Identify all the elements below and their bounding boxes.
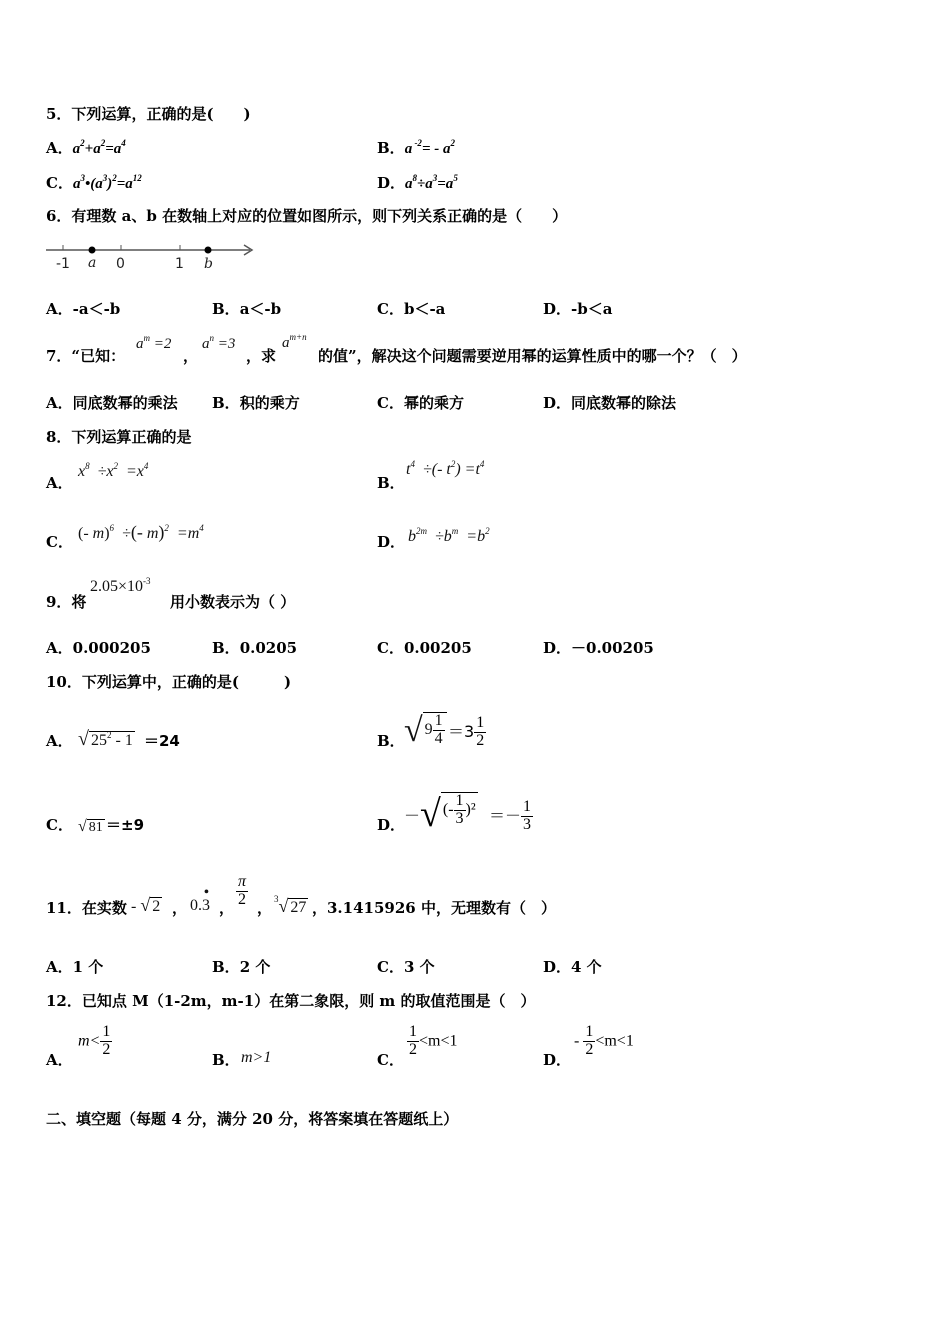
q11-sep1: ， <box>172 899 188 917</box>
q10-b-den: 4 <box>434 729 443 747</box>
q5-option-c-label: C． <box>46 174 73 192</box>
q10-option-b-result <box>448 710 486 754</box>
q12-a-num: 1 <box>102 1023 111 1040</box>
q10-option-c-result: ＝±9 <box>106 816 145 834</box>
q12-option-d-expr <box>574 1024 634 1059</box>
q8-option-d-expr: $b^{2m} \div b^m =b^2$ <box>408 526 490 545</box>
q10-b-eq: ＝3 <box>448 722 475 741</box>
q7-sep1: ， <box>183 347 199 365</box>
q10-option-d-expr: －√ (- $\frac{1}{3}$ )² <box>404 792 476 835</box>
q12-d-post: <m<1 <box>595 1032 634 1050</box>
q10-option-d-result <box>489 794 533 838</box>
q9-option-b <box>212 637 297 658</box>
q11-option-b-label: B． <box>212 958 240 976</box>
q10-d-inner-b: )² <box>465 800 476 818</box>
q5-option-d-label: D． <box>377 174 406 192</box>
q5-option-d-expr: $a^8\div a^3=a^5$ <box>405 173 458 192</box>
q6-option-d <box>543 298 612 319</box>
q10-option-c-expr: √ 81 <box>78 818 103 835</box>
q7-expr2: $a^n =3$ <box>202 333 236 352</box>
q7-option-a <box>46 392 178 413</box>
q7-option-a-label: A． <box>46 394 73 412</box>
q5-option-d <box>377 172 458 193</box>
q10-option-a-result: ＝24 <box>144 732 180 750</box>
q8-option-c-expr: (- m)$^6$ ÷(- $m)^2 =m^4$ <box>78 522 204 542</box>
q12-a-den: 2 <box>102 1040 111 1058</box>
q11-n1: - √ 2 <box>131 895 161 915</box>
q7-sep2: ，求 <box>246 347 277 365</box>
q6-option-a-label: A． <box>46 300 73 318</box>
q6-option-a-text: -a＜-b <box>72 300 121 318</box>
q9-option-b-label: B． <box>212 639 240 657</box>
q11-option-d <box>543 956 602 977</box>
q7-option-d <box>543 392 676 413</box>
q9-stem-b: 用小数表示为（ ） <box>170 593 296 611</box>
q6-option-c <box>377 298 445 319</box>
label-0: 0 <box>116 256 125 272</box>
q5-option-c <box>46 172 142 193</box>
q10-d-num: 1 <box>455 792 464 809</box>
q12-c-num: 1 <box>409 1023 417 1040</box>
q10-d-eq: ＝－ <box>489 806 522 825</box>
q10-option-a-expr: √ $25^2 - 1$ <box>78 728 133 750</box>
q6-option-b <box>212 298 281 319</box>
q11-option-a <box>46 956 103 977</box>
q5-option-a-label: A． <box>46 139 73 157</box>
q7-stem-a: 7．“已知： <box>46 347 126 365</box>
q8-option-b-label: B． <box>377 474 405 492</box>
q11-option-b <box>212 956 270 977</box>
q6-option-c-label: C． <box>377 300 404 318</box>
q10-option-c-label: C． <box>46 816 73 834</box>
q12-option-c-label: C． <box>377 1051 404 1069</box>
q9-option-c <box>377 637 472 658</box>
q7-option-a-text: 同底数幂的乘法 <box>72 394 178 412</box>
q12-option-a-expr <box>78 1024 112 1059</box>
q10-option-d-label: D． <box>377 816 406 834</box>
q11-option-d-label: D． <box>543 958 572 976</box>
q6-stem: 6．有理数 a、b 在数轴上对应的位置如图所示，则下列关系正确的是（ ） <box>46 207 568 225</box>
q7-option-d-label: D． <box>543 394 572 412</box>
q11-n4: $^3$√ 27 <box>274 894 307 916</box>
q11-option-a-label: A． <box>46 958 73 976</box>
q11-option-d-text: 4 个 <box>571 958 602 976</box>
q7-expr3: $a^{m+n}$ <box>282 332 307 351</box>
q8-option-a-expr: $x^8 \div x^2 =x^4$ <box>78 461 149 480</box>
q12-d-pre: - <box>574 1032 580 1050</box>
q12-c-den: 2 <box>409 1040 417 1058</box>
q10-d-neg: － <box>404 806 421 825</box>
q9-option-c-label: C． <box>377 639 404 657</box>
q12-option-b-label: B． <box>212 1051 240 1069</box>
q11-n3-num: π <box>238 873 247 890</box>
q10-d-den: 3 <box>455 809 464 827</box>
q10-option-b-label: B． <box>377 732 405 750</box>
q7-option-b-text: 积的乘方 <box>239 394 300 412</box>
q10-stem: 10．下列运算中，正确的是( ) <box>46 673 292 691</box>
q9-stem-a: 9．将 <box>46 593 87 611</box>
q5-option-b-expr: a $^{-2}= - a^2$ <box>404 138 455 157</box>
q7-stem-b: 的值”，解决这个问题需要逆用幂的运算性质中的哪一个？（ ） <box>318 347 747 365</box>
number-line <box>44 238 260 274</box>
q8-option-b-expr: $t^4$ ÷(- $t^2) =t^4$ <box>406 459 485 478</box>
q10-b-num: 1 <box>434 712 443 729</box>
point-b <box>205 247 212 254</box>
q5-option-b-label: B． <box>377 139 405 157</box>
q5-option-b <box>377 137 455 158</box>
q7-option-c-label: C． <box>377 394 404 412</box>
q9-option-b-text: 0.0205 <box>239 639 298 657</box>
q12-option-a-label: A． <box>46 1051 73 1069</box>
q6-option-b-text: a＜-b <box>239 300 282 318</box>
q9-expr: $2.05\times 10^{-3}$ <box>90 576 151 595</box>
q7-expr1: $a^m =2$ <box>136 333 172 352</box>
q11-sep3: ， <box>257 899 273 917</box>
q8-option-d-label: D． <box>377 533 406 551</box>
q10-b-whole: 9 <box>424 720 433 738</box>
q11-n2: 0.3 • <box>190 885 210 914</box>
q12-c-post: <m<1 <box>419 1032 458 1050</box>
q12-option-d-label: D． <box>543 1051 572 1069</box>
q12-stem: 12．已知点 M（1-2m，m-1）在第二象限，则 m 的取值范围是（ ） <box>46 992 536 1010</box>
q12-option-c-expr <box>407 1024 458 1059</box>
q6-option-a <box>46 298 120 319</box>
q9-option-c-text: 0.00205 <box>403 639 472 657</box>
q9-option-d-label: D． <box>543 639 572 657</box>
q11-sep2: ， <box>219 899 235 917</box>
q7-option-c-text: 幂的乘方 <box>403 394 464 412</box>
q10-d-rden: 3 <box>523 815 532 833</box>
q11-n3-den: 2 <box>238 890 246 908</box>
q9-option-a-text: 0.000205 <box>72 639 151 657</box>
q9-option-a <box>46 637 151 658</box>
q10-option-a-label: A． <box>46 732 73 750</box>
q11-n3 <box>236 874 248 909</box>
q8-option-a-label: A． <box>46 474 73 492</box>
q7-option-b <box>212 392 300 413</box>
q12-option-b-text: m>1 <box>241 1049 272 1066</box>
label-b: b <box>204 256 213 272</box>
section2-title: 二、填空题（每题 4 分，满分 20 分，将答案填在答题纸上） <box>46 1110 459 1128</box>
q11-option-c-text: 3 个 <box>403 958 435 976</box>
q9-option-d-text: －0.00205 <box>571 639 654 657</box>
q11-option-b-text: 2 个 <box>239 958 271 976</box>
q5-option-a <box>46 137 126 158</box>
q7-option-d-text: 同底数幂的除法 <box>571 394 677 412</box>
q7-option-b-label: B． <box>212 394 240 412</box>
q6-option-d-label: D． <box>543 300 572 318</box>
point-a <box>89 247 96 254</box>
label-neg1: -1 <box>56 256 70 272</box>
q10-option-b-expr: √ 9 $\frac{1}{4}$ <box>404 706 447 756</box>
q10-d-rnum: 1 <box>523 797 532 815</box>
q7-option-c <box>377 392 464 413</box>
q10-b-rnum: 1 <box>476 713 485 731</box>
label-a: a <box>88 255 97 271</box>
q6-option-b-label: B． <box>212 300 240 318</box>
q10-d-inner-a: (- <box>442 800 454 818</box>
q8-stem: 8．下列运算正确的是 <box>46 428 192 446</box>
q10-b-rden: 2 <box>476 731 485 749</box>
label-1: 1 <box>175 256 184 272</box>
q12-d-den: 2 <box>585 1040 594 1058</box>
q11-stem-a: 11．在实数 <box>46 899 127 917</box>
q6-option-c-text: b＜-a <box>403 300 446 318</box>
q9-option-d <box>543 637 654 658</box>
q12-a-pre: m< <box>78 1032 101 1050</box>
q11-option-c-label: C． <box>377 958 404 976</box>
q5-option-a-expr: $a^2+a^2=a^4$ <box>72 138 126 157</box>
q11-option-a-text: 1 个 <box>72 958 104 976</box>
q9-option-a-label: A． <box>46 639 73 657</box>
q5-stem: 5．下列运算，正确的是( ) <box>46 105 251 123</box>
q8-option-c-label: C． <box>46 533 73 551</box>
q11-stem-b: ，3.1415926 中，无理数有（ ） <box>312 899 556 917</box>
q5-option-c-expr: $a^3•(a^3)^2=a^{12}$ <box>72 173 142 192</box>
q11-option-c <box>377 956 435 977</box>
q6-option-d-text: -b＜a <box>571 300 613 318</box>
q12-d-num: 1 <box>585 1023 594 1040</box>
